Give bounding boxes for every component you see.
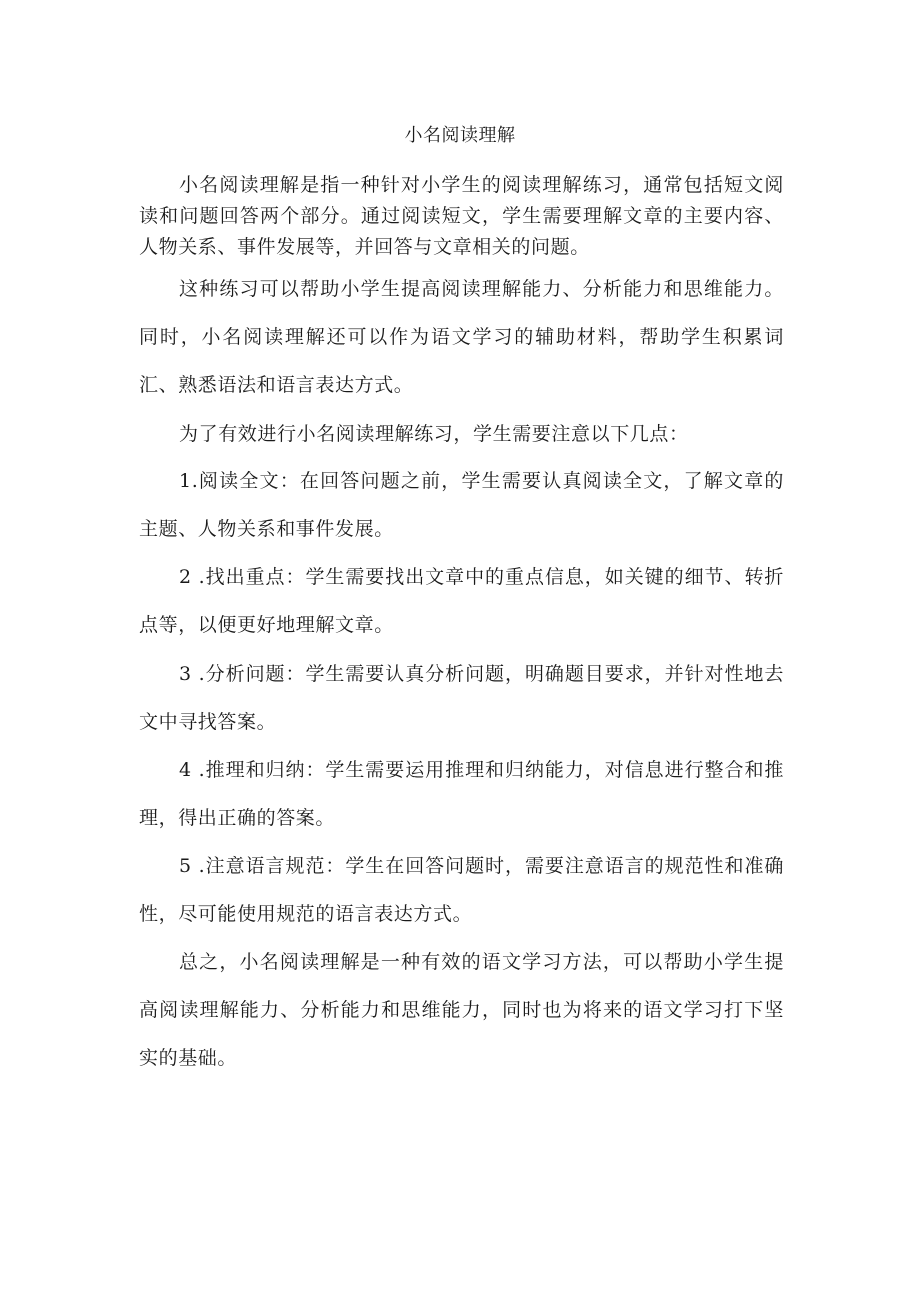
- list-item-read-full-text: 1.阅读全文：在回答问题之前，学生需要认真阅读全文，了解文章的主题、人物关系和事件发展。: [139, 470, 784, 540]
- list-item-analyze-questions: 3 .分析问题：学生需要认真分析问题，明确题目要求，并针对性地去文中寻找答案。: [139, 663, 784, 733]
- paragraph-benefits: 这种练习可以帮助小学生提高阅读理解能力、分析能力和思维能力。同时，小名阅读理解还可以作为语文学习的辅助材料，帮助学生积累词汇、熟悉语法和语言表达方式。: [139, 278, 784, 396]
- list-item-reasoning: 4 .推理和归纳：学生需要运用推理和归纳能力，对信息进行整合和推理，得出正确的答案。: [139, 759, 784, 829]
- paragraph-conclusion: 总之，小名阅读理解是一种有效的语文学习方法，可以帮助小学生提高阅读理解能力、分析能力和思维能力，同时也为将来的语文学习打下坚实的基础。: [139, 951, 784, 1069]
- list-item-language-norms: 5 .注意语言规范：学生在回答问题时，需要注意语言的规范性和准确性，尽可能使用规范的语言表达方式。: [139, 855, 784, 925]
- paragraph-intro: 小名阅读理解是指一种针对小学生的阅读理解练习，通常包括短文阅读和问题回答两个部分。通过阅读短文，学生需要理解文章的主要内容、人物关系、事件发展等，并回答与文章相关的问题。: [139, 174, 784, 258]
- list-item-find-key-points: 2 .找出重点：学生需要找出文章中的重点信息，如关键的细节、转折点等，以便更好地理解文章。: [139, 566, 784, 636]
- document-title: 小名阅读理解: [404, 125, 516, 146]
- paragraph-points-intro: 为了有效进行小名阅读理解练习，学生需要注意以下几点：: [179, 423, 689, 445]
